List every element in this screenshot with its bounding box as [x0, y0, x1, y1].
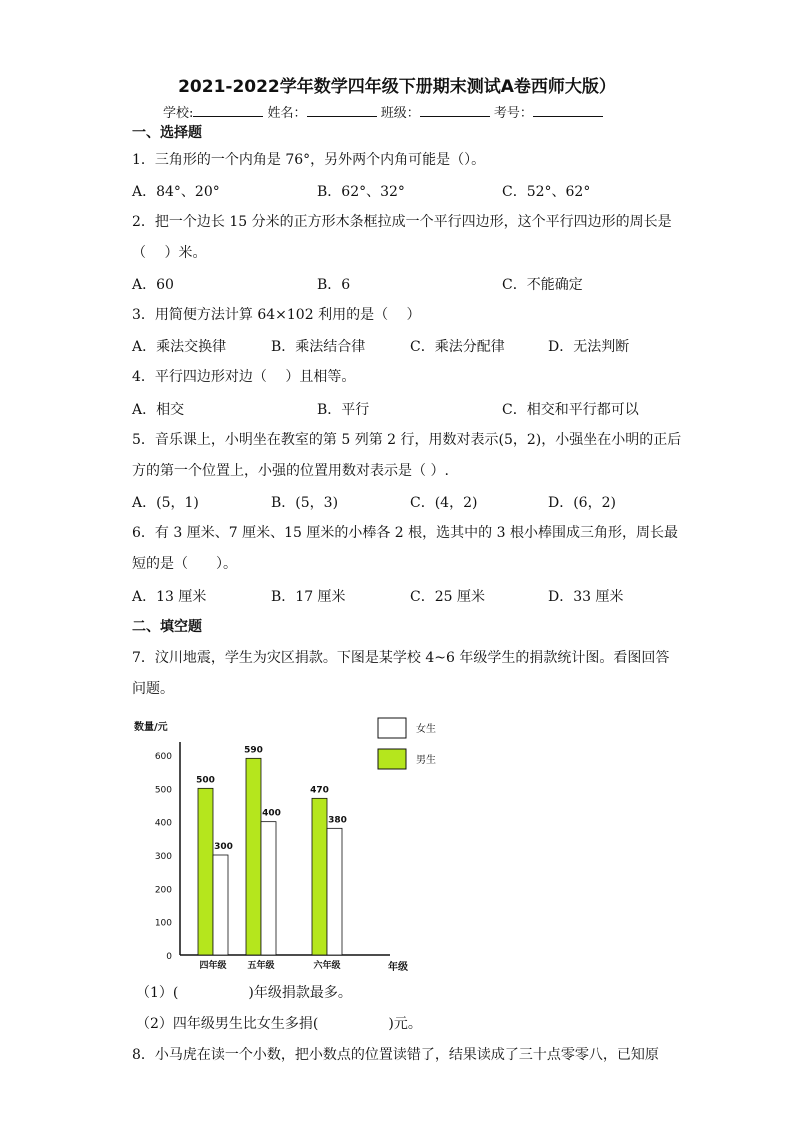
y-tick-label: 0	[166, 952, 172, 962]
q6-option-a[interactable]: A．13 厘米	[132, 589, 207, 605]
q5-option-d[interactable]: D．(6，2)	[548, 495, 616, 511]
q1-option-a[interactable]: A．84°、20°	[132, 184, 220, 200]
y-tick-label: 200	[154, 885, 172, 896]
y-tick-label: 600	[154, 752, 172, 762]
class-blank[interactable]	[420, 104, 490, 117]
q4-option-c[interactable]: C．相交和平行都可以	[502, 402, 639, 418]
q5-option-b[interactable]: B．(5，3)	[271, 495, 339, 511]
q4-option-a[interactable]: A．相交	[132, 402, 185, 418]
class-label: 班级：	[380, 106, 420, 121]
name-label: 姓名：	[267, 106, 307, 121]
q3-option-d[interactable]: D．无法判断	[548, 339, 630, 355]
legend-male-label: 男生	[416, 755, 436, 766]
q7-sub1: （1）( )年级捐款最多。	[136, 985, 352, 1001]
q3-stem: 3．用简便方法计算 64×102 利用的是（ ）	[132, 307, 421, 323]
q6-stem-line2: 短的是（ ）。	[132, 556, 237, 572]
q3-option-c[interactable]: C．乘法分配律	[410, 339, 505, 355]
school-label: 学校:	[163, 106, 194, 121]
q1-stem: 1．三角形的一个内角是 76°，另外两个内角可能是（）。	[132, 152, 486, 168]
q2-stem-line2: （ ）米。	[132, 245, 207, 261]
q7-stem-line1: 7．汶川地震，学生为灾区捐款。下图是某学校 4~6 年级学生的捐款统计图。看图回答	[132, 650, 670, 666]
page-title: 2021-2022学年数学四年级下册期末测试A卷西师大版）	[178, 77, 616, 97]
bar-male	[246, 758, 261, 955]
data-label-female: 400	[262, 808, 281, 819]
bars	[196, 745, 347, 955]
data-label-female: 300	[214, 842, 233, 852]
q4-stem: 4．平行四边形对边（ ）且相等。	[132, 369, 356, 385]
y-axis-label: 数量/元	[134, 722, 168, 733]
y-ticks	[155, 752, 172, 962]
q6-option-d[interactable]: D．33 厘米	[548, 589, 624, 605]
q2-stem-line1: 2．把一个边长 15 分米的正方形木条框拉成一个平行四边形，这个平行四边形的周长是	[132, 214, 672, 230]
x-axis-label: 年级	[388, 962, 408, 973]
y-tick-label: 500	[154, 785, 172, 796]
bar-female	[261, 822, 276, 955]
x-tick-label: 五年级	[247, 961, 275, 971]
data-label-male: 470	[310, 785, 329, 796]
q8-stem-line1: 8．小马虎在读一个小数，把小数点的位置读错了，结果读成了三十点零零八，已知原	[132, 1047, 659, 1063]
q1-option-b[interactable]: B．62°、32°	[317, 184, 405, 200]
legend-female-label: 女生	[416, 724, 436, 735]
bar-male	[312, 798, 327, 955]
q2-option-c[interactable]: C．不能确定	[502, 277, 583, 293]
q5-stem-line1: 5．音乐课上，小明坐在教室的第 5 列第 2 行，用数对表示(5，2)，小强坐在小明的正后	[132, 432, 682, 448]
q7-sub2: （2）四年级男生比女生多捐( )元。	[136, 1016, 422, 1032]
bar-female	[213, 855, 228, 955]
exam-no-blank[interactable]	[533, 104, 603, 117]
q6-option-b[interactable]: B．17 厘米	[271, 589, 346, 605]
data-label-female: 380	[328, 815, 347, 826]
q1-option-c[interactable]: C．52°、62°	[502, 184, 591, 200]
q2-option-a[interactable]: A．60	[132, 277, 174, 293]
q4-option-b[interactable]: B．平行	[317, 402, 370, 418]
q6-option-c[interactable]: C．25 厘米	[410, 589, 485, 605]
q5-option-a[interactable]: A．(5，1)	[132, 495, 199, 511]
y-tick-label: 300	[154, 852, 172, 862]
legend-male-swatch	[378, 749, 406, 769]
y-tick-label: 400	[154, 818, 172, 829]
school-blank[interactable]	[193, 104, 263, 117]
donation-bar-chart	[128, 712, 436, 980]
q5-stem-line2: 方的第一个位置上，小强的位置用数对表示是（ ）.	[132, 463, 449, 479]
x-ticks	[199, 959, 340, 971]
exam-no-label: 考号：	[493, 106, 533, 121]
x-tick-label: 四年级	[199, 961, 227, 971]
name-blank[interactable]	[307, 104, 377, 117]
data-label-male: 500	[196, 775, 215, 786]
bar-female	[327, 828, 342, 955]
student-info-row	[163, 102, 603, 121]
q7-stem-line2: 问题。	[132, 681, 174, 697]
legend-female-swatch	[378, 718, 406, 738]
q2-option-b[interactable]: B．6	[317, 277, 351, 293]
x-tick-label: 六年级	[313, 961, 341, 971]
q5-option-c[interactable]: C．(4，2)	[410, 495, 478, 511]
q3-option-b[interactable]: B．乘法结合律	[271, 339, 366, 355]
section-choice-heading: 一、选择题	[132, 125, 202, 141]
chart-legend	[378, 718, 436, 769]
data-label-male: 590	[244, 745, 263, 756]
bar-male	[198, 788, 213, 955]
y-tick-label: 100	[154, 918, 172, 929]
section-fill-heading: 二、填空题	[132, 619, 202, 635]
q3-option-a[interactable]: A．乘法交换律	[132, 339, 227, 355]
q6-stem-line1: 6．有 3 厘米、7 厘米、15 厘米的小棒各 2 根，选其中的 3 根小棒围成三角形，周长最	[132, 525, 678, 541]
